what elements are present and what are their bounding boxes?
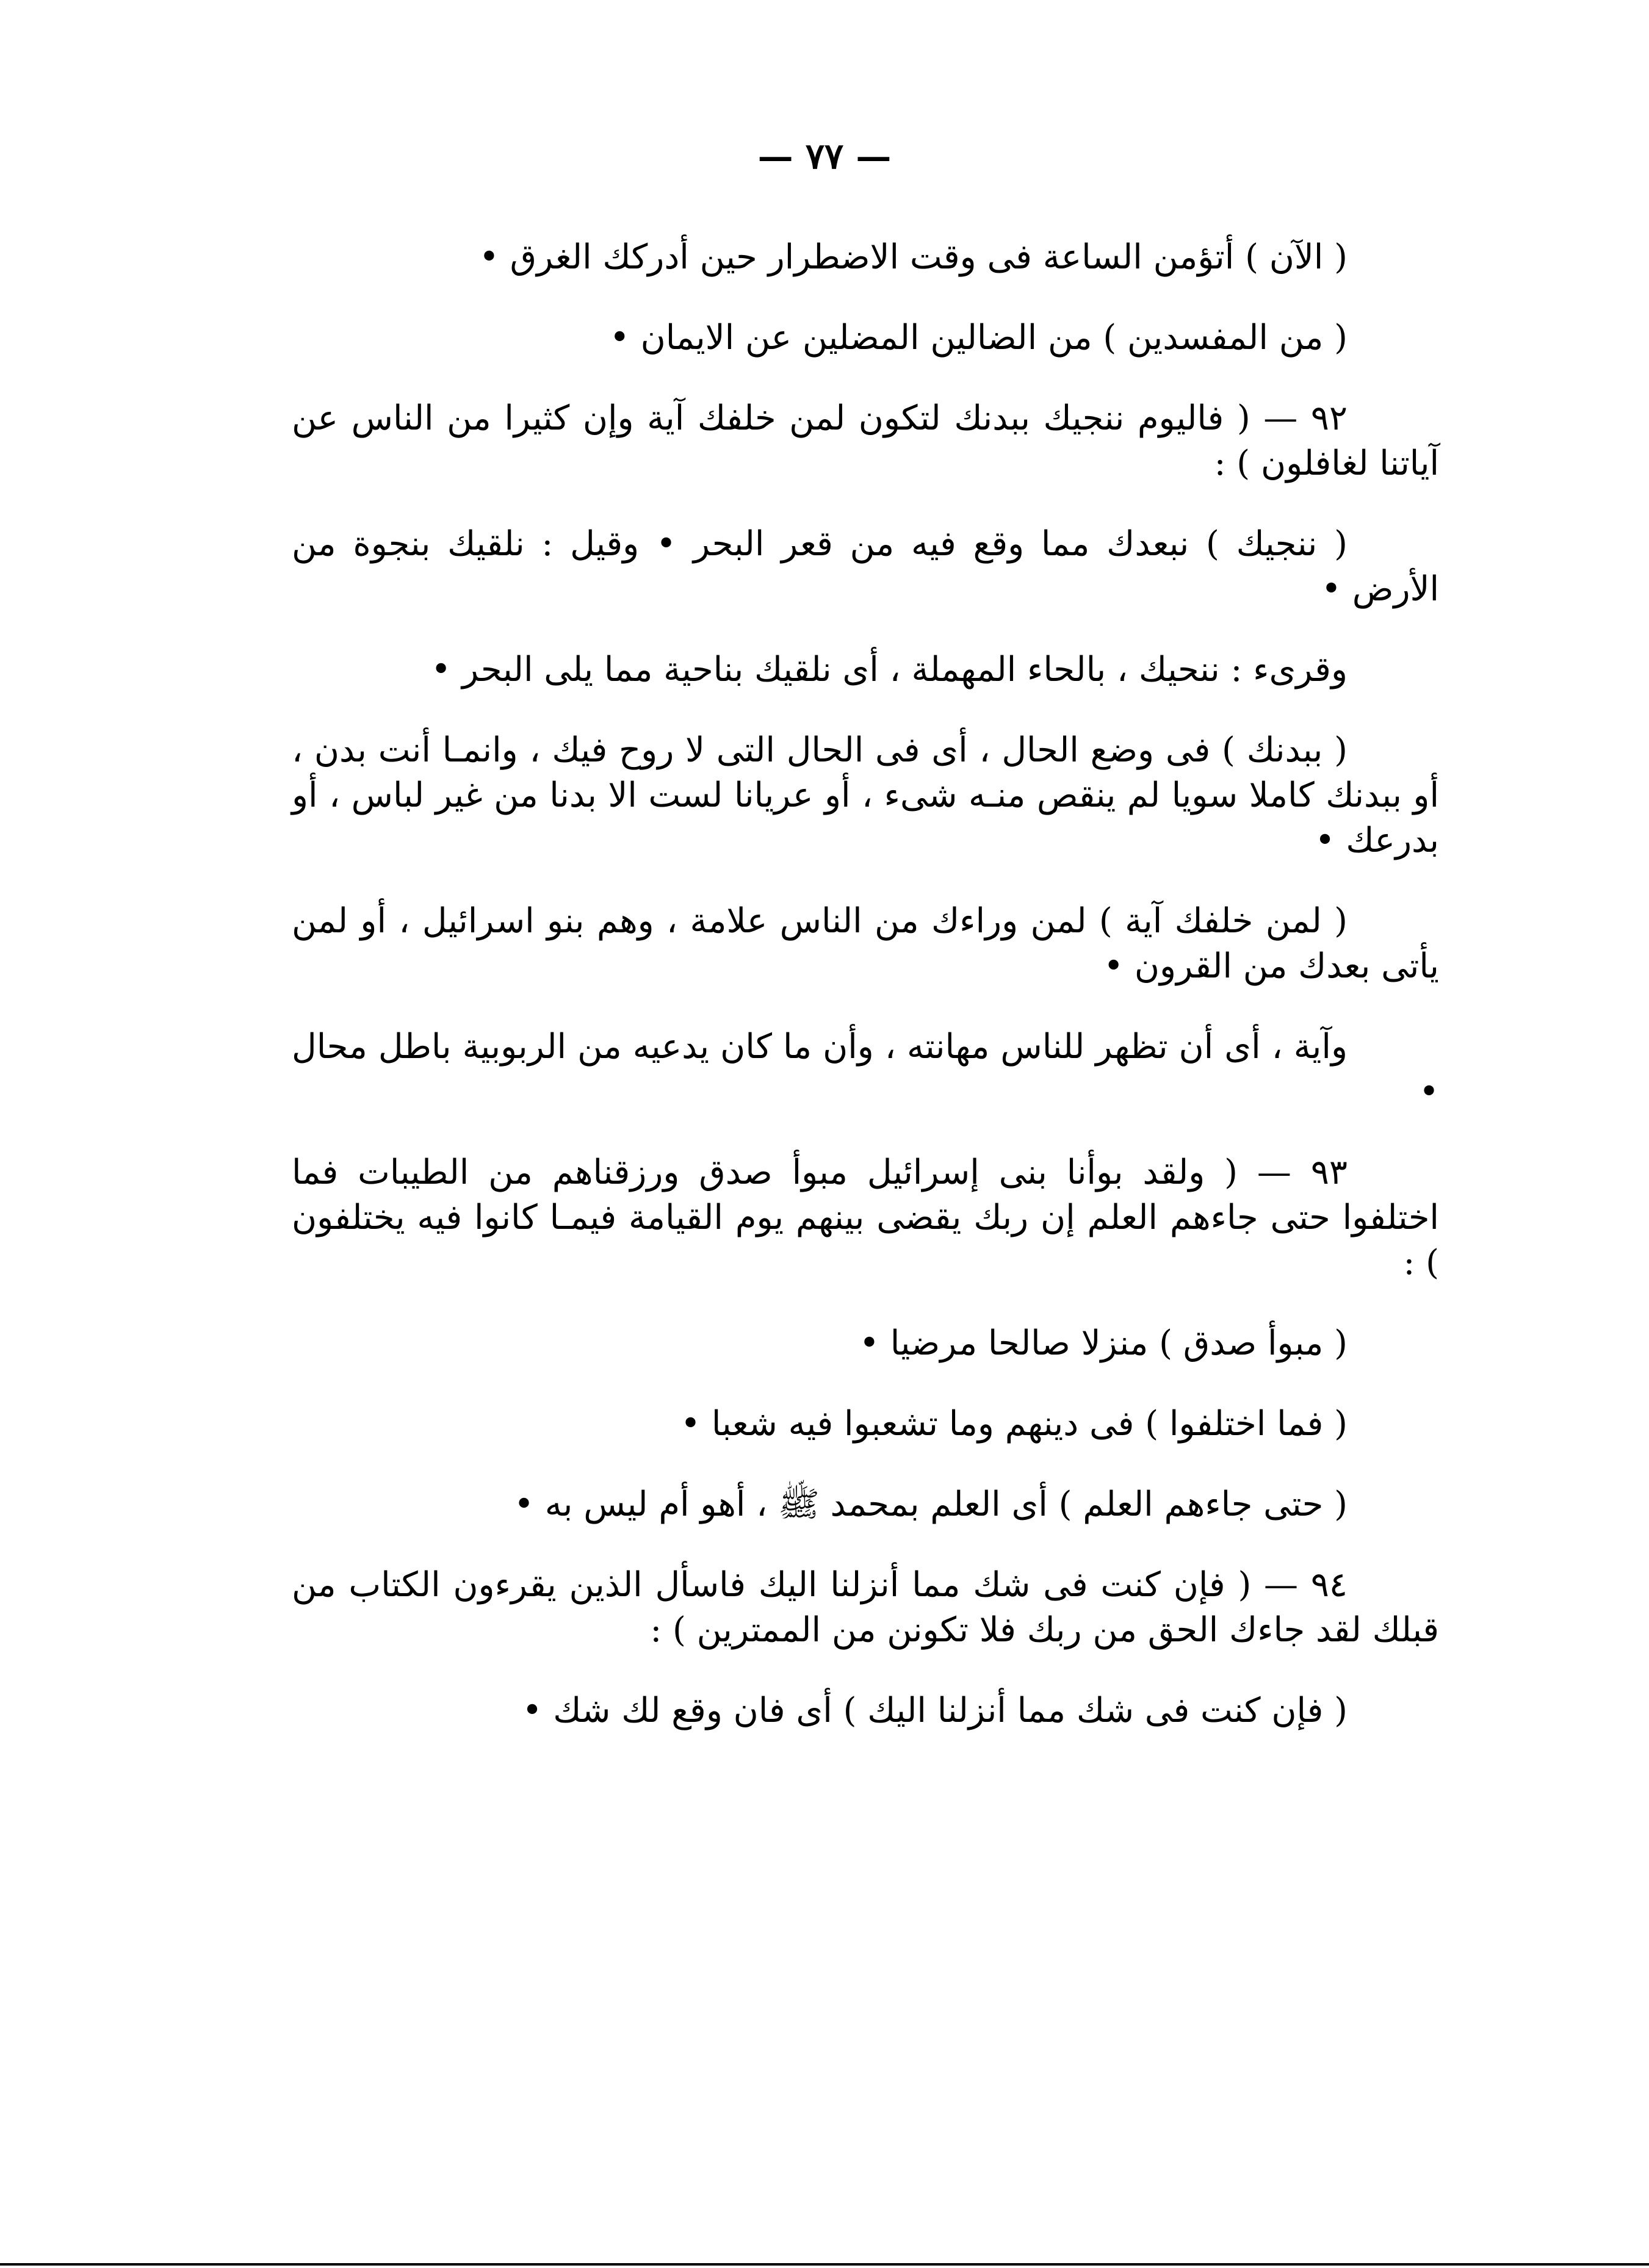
paragraph: وآية ، أى أن تظهر للناس مهانته ، وأن ما كان يدعيه من الربوبية باطل محال • [292, 1027, 1439, 1112]
paragraph: وقرىء : ننحيك ، بالحاء المهملة ، أى نلقيك بناحية مما يلى البحر • [431, 650, 1348, 689]
paragraph: ( فإن كنت فى شك مما أنزلنا اليك ) أى فان وقع لك شك • [522, 1691, 1348, 1730]
page-number: — ٧٧ — [757, 135, 892, 177]
paragraph: ( مبوأ صدق ) منزلا صالحا مرضيا • [859, 1323, 1348, 1363]
paragraph: ٩٣ — ( ولقد بوأنا بنى إسرائيل مبوأ صدق ورزقناهم من الطيبات فما اختلفوا حتى جاءهم العلم إن ربك يقضى بينهم يوم القيامة فيمـا كانوا فيه يختلفون ) : [292, 1153, 1439, 1283]
paragraph: ( لمن خلفك آية ) لمن وراءك من الناس علامة ، وهم بنو اسرائيل ، أو لمن يأتى بعدك من القرون • [292, 901, 1439, 986]
paragraph: ٩٤ — ( فإن كنت فى شك مما أنزلنا اليك فاسأل الذين يقرءون الكتاب من قبلك لقد جاءك الحق من ربك فلا تكونن من الممترين ) : [292, 1565, 1439, 1650]
paragraph: ( من المفسدين ) من الضالين المضلين عن الايمان • [609, 318, 1348, 358]
paragraph: ( حتى جاءهم العلم ) أى العلم بمحمد ﷺ ، أهو أم ليس به • [513, 1485, 1348, 1524]
paragraph: ٩٢ — ( فاليوم ننجيك ببدنك لتكون لمن خلفك آية وإن كثيرا من الناس عن آياتنا لغافلون ) : [292, 398, 1439, 483]
page-body [292, 235, 1439, 1769]
paragraph: ( الآن ) أتؤمن الساعة فى وقت الاضطرار حين أدركك الغرق • [478, 237, 1348, 277]
paragraph: ( فما اختلفوا ) فى دينهم وما تشعبوا فيه شعبا • [680, 1404, 1348, 1444]
paragraph: ( ببدنك ) فى وضع الحال ، أى فى الحال التى لا روح فيك ، وانمـا أنت بدن ، أو ببدنك كاملا سويا لم ينقص منـه شىء ، أو عريانا لست الا بدنا من غير لباس ، أو بدرعك • [292, 730, 1439, 860]
page-bottom-border [0, 2263, 1649, 2266]
paragraph: ( ننجيك ) نبعدك مما وقع فيه من قعر البحر • وقيل : نلقيك بنجوة من الأرض • [292, 524, 1439, 609]
